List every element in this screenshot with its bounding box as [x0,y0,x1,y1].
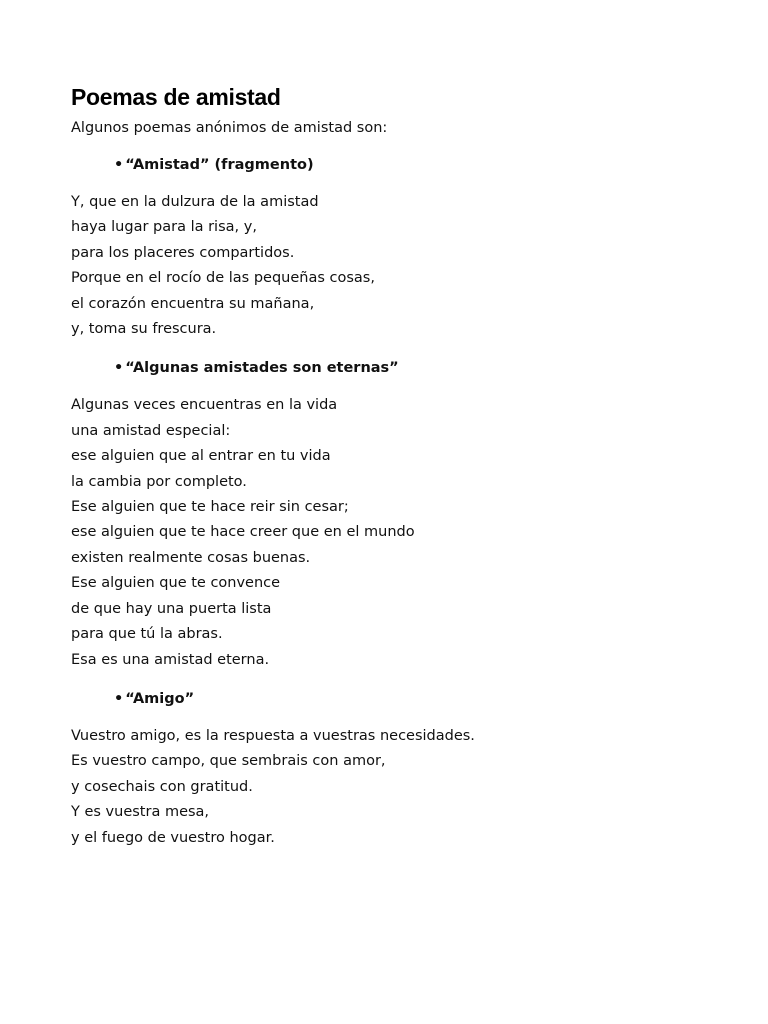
poem-line: y cosechais con gratitud. [71,778,253,795]
poem-title: “Amistad” (fragmento) [125,157,314,173]
poem-body [71,393,711,672]
poem-line: Ese alguien que te hace reir sin cesar; [71,499,349,516]
poem-heading [71,358,711,378]
poem-line: el corazón encuentra su mañana, [71,295,315,312]
intro-text: Algunos poemas anónimos de amistad son: [71,120,388,136]
poem-line: Ese alguien que te convence [71,575,281,592]
poem-title: “Algunas amistades son eternas” [125,360,399,377]
bullet-icon: • [114,360,124,377]
poem-line: Y, que en la dulzura de la amistad [71,194,319,210]
poem-line: Algunas veces encuentras en la vida [71,397,338,414]
poem-title: “Amigo” [125,690,195,707]
poem-heading [71,155,711,175]
poem-line: ese alguien que te hace creer que en el mundo [71,524,415,541]
poem-line: ese alguien que al entrar en tu vida [71,448,331,465]
poem-line: para que tú la abras. [71,626,223,643]
bullet-icon: • [114,157,124,173]
poem-line: y, toma su frescura. [71,321,217,338]
poem-line: de que hay una puerta lista [71,600,272,617]
page-title: Poemas de amistad [71,84,281,110]
poem-line: una amistad especial: [71,422,231,439]
poem-line: Esa es una amistad eterna. [71,651,270,668]
poem-line: Vuestro amigo, es la respuesta a vuestras necesidades. [71,727,475,744]
document-page [71,80,711,851]
poem-body [71,190,711,342]
bullet-icon: • [114,690,124,707]
poem-line: Es vuestro campo, que sembrais con amor, [71,753,386,770]
poem-line: Y es vuestra mesa, [71,804,210,821]
poem-line: existen realmente cosas buenas. [71,549,311,566]
poem-heading [71,689,711,709]
poem-line: Porque en el rocío de las pequeñas cosas, [71,270,375,287]
poem-line: y el fuego de vuestro hogar. [71,829,275,846]
poem-body [71,724,711,851]
poem-line: la cambia por completo. [71,473,247,490]
poem-line: haya lugar para la risa, y, [71,219,257,236]
poem-line: para los placeres compartidos. [71,244,295,261]
